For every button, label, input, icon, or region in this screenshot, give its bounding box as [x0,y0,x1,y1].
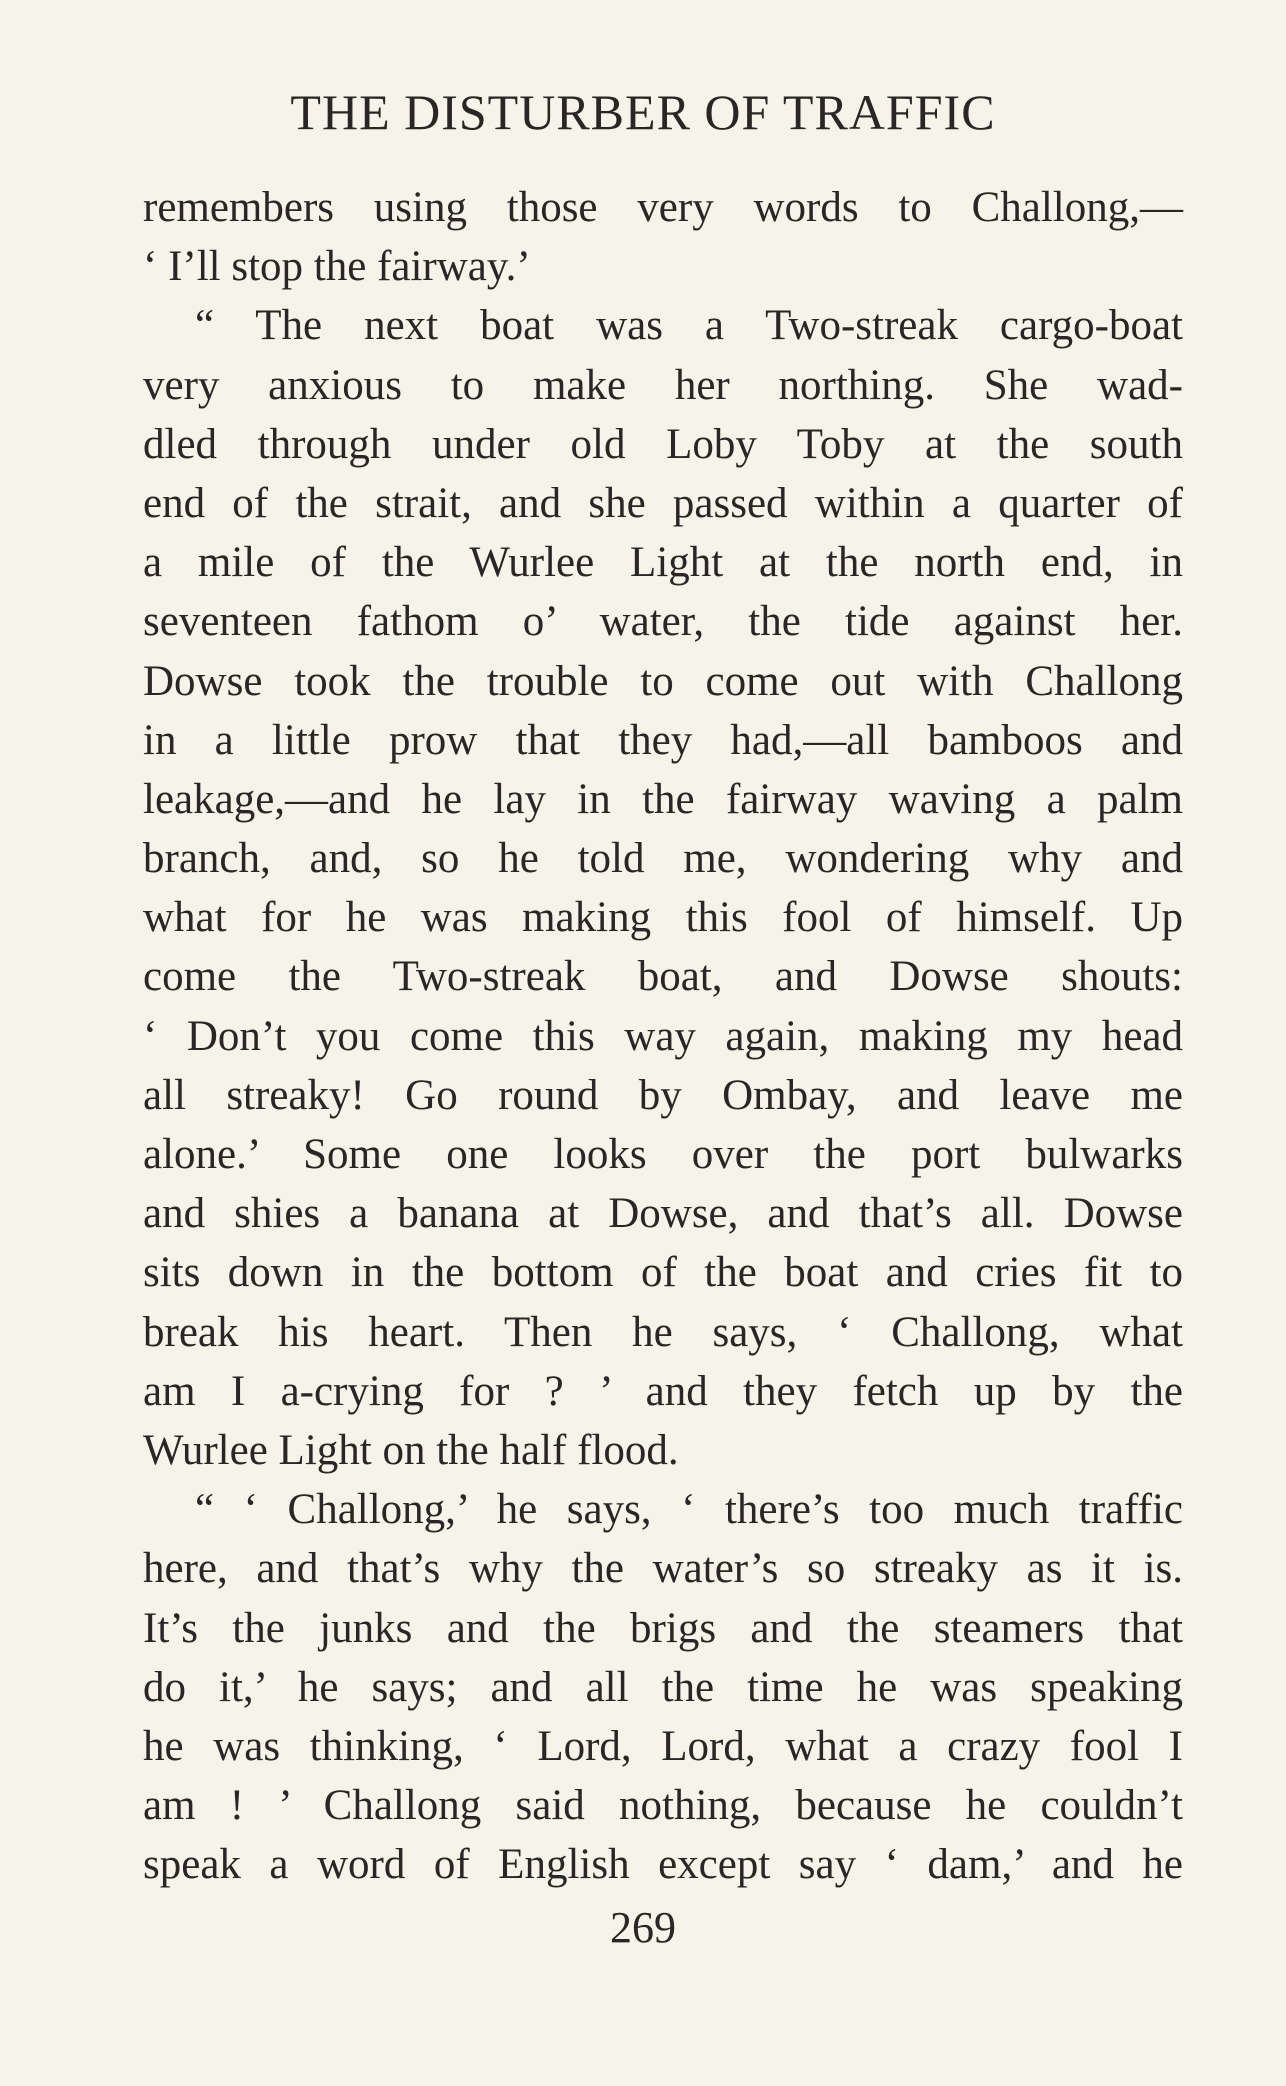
text-line: leakage,—and he lay in the fairway waving a palm [143,775,1183,823]
text-line: do it,’ he says; and all the time he was speaking [143,1663,1183,1711]
text-line: a mile of the Wurlee Light at the north end, in [143,539,1183,587]
text-line: sits down in the bottom of the boat and cries fit to [143,1249,1183,1297]
text-line: “ ‘ Challong,’ he says, ‘ there’s too much traffic [195,1486,1183,1534]
text-line: It’s the junks and the brigs and the steamers that [143,1604,1183,1652]
text-line: am ! ’ Challong said nothing, because he couldn’t [143,1782,1183,1830]
text-line: ‘ I’ll stop the fairway.’ [143,243,531,291]
text-line: ‘ Don’t you come this way again, making my head [143,1012,1183,1060]
text-line: end of the strait, and she passed within a quarter of [143,479,1183,527]
page-number: 269 [610,1903,676,1952]
text-line: branch, and, so he told me, wondering why and [143,835,1183,883]
text-line: speak a word of English except say ‘ dam,’ and he [143,1841,1183,1889]
text-line: Dowse took the trouble to come out with Challong [143,657,1183,705]
text-line: Wurlee Light on the half flood. [143,1426,679,1474]
text-line: all streaky! Go round by Ombay, and leave me [143,1071,1183,1119]
text-line: “ The next boat was a Two-streak cargo-boat [195,302,1183,350]
text-line: seventeen fathom o’ water, the tide against her. [143,598,1183,646]
text-line: am I a-crying for ? ’ and they fetch up by the [143,1367,1183,1415]
text-line: come the Two-streak boat, and Dowse shouts: [143,953,1183,1001]
text-line: remembers using those very words to Challong,— [143,184,1183,231]
text-line: what for he was making this fool of himself. Up [143,894,1183,942]
text-line: he was thinking, ‘ Lord, Lord, what a crazy fool I [143,1722,1183,1770]
text-line: break his heart. Then he says, ‘ Challong, what [143,1308,1183,1356]
text-line: dled through under old Loby Toby at the south [143,420,1183,468]
text-line: here, and that’s why the water’s so streaky as it is. [143,1545,1183,1593]
text-line: in a little prow that they had,—all bamboos and [143,716,1183,764]
text-line: very anxious to make her northing. She wad- [143,361,1183,409]
running-title: THE DISTURBER OF TRAFFIC [290,84,996,140]
text-line: and shies a banana at Dowse, and that’s all. Dowse [143,1190,1183,1238]
body-text [143,178,1183,1894]
text-line: alone.’ Some one looks over the port bulwarks [143,1131,1183,1178]
